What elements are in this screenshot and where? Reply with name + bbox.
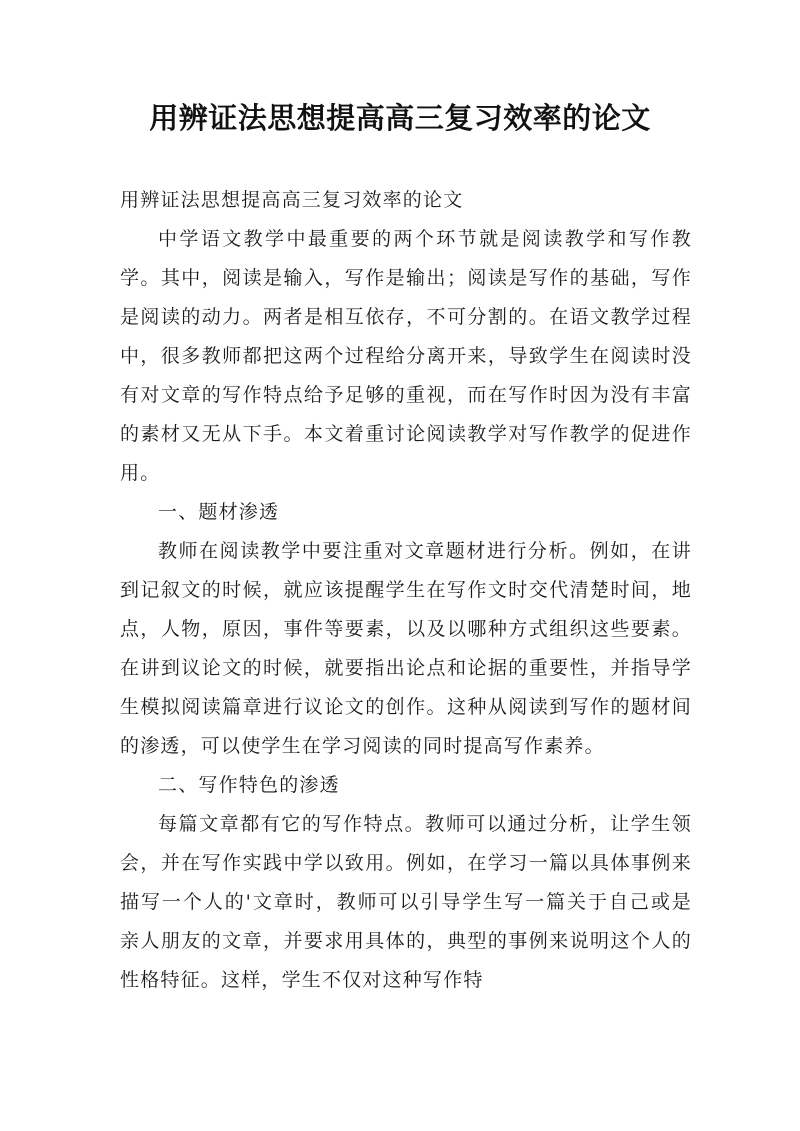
section-2-paragraph: 每篇文章都有它的写作特点。教师可以通过分析，让学生领会，并在写作实践中学以致用。例如，在学习一篇以具体事例来描写一个人的'文章时，教师可以引导学生写一篇关于自己或是亲人朋友的文章，并要求用具体的，典型的事例来说明这个人的性格特征。这样，学生不仅对这种写作特	[120, 813, 692, 991]
document-title: 用辨证法思想提高高三复习效率的论文	[149, 101, 651, 135]
section-heading-1: 一、题材渗透	[158, 501, 280, 523]
subtitle-paragraph: 用辨证法思想提高高三复习效率的论文	[120, 189, 464, 211]
section-heading-2: 二、写作特色的渗透	[158, 774, 340, 796]
document-body	[120, 181, 692, 1000]
section-1-paragraph: 教师在阅读教学中要注重对文章题材进行分析。例如，在讲到记叙文的时候，就应该提醒学生在写作文时交代清楚时间，地点，人物，原因，事件等要素，以及以哪种方式组织这些要素。在讲到议论文的时候，就要指出论点和论据的重要性，并指导学生模拟阅读篇章进行议论文的创作。这种从阅读到写作的题材间的渗透，可以使学生在学习阅读的同时提高写作素养。	[120, 540, 692, 757]
intro-paragraph: 中学语文教学中最重要的两个环节就是阅读教学和写作教学。其中，阅读是输入，写作是输出；阅读是写作的基础，写作是阅读的动力。两者是相互依存，不可分割的。在语文教学过程中，很多教师都把这两个过程给分离开来，导致学生在阅读时没有对文章的写作特点给予足够的重视，而在写作时因为没有丰富的素材又无从下手。本文着重讨论阅读教学对写作教学的促进作用。	[120, 228, 692, 484]
